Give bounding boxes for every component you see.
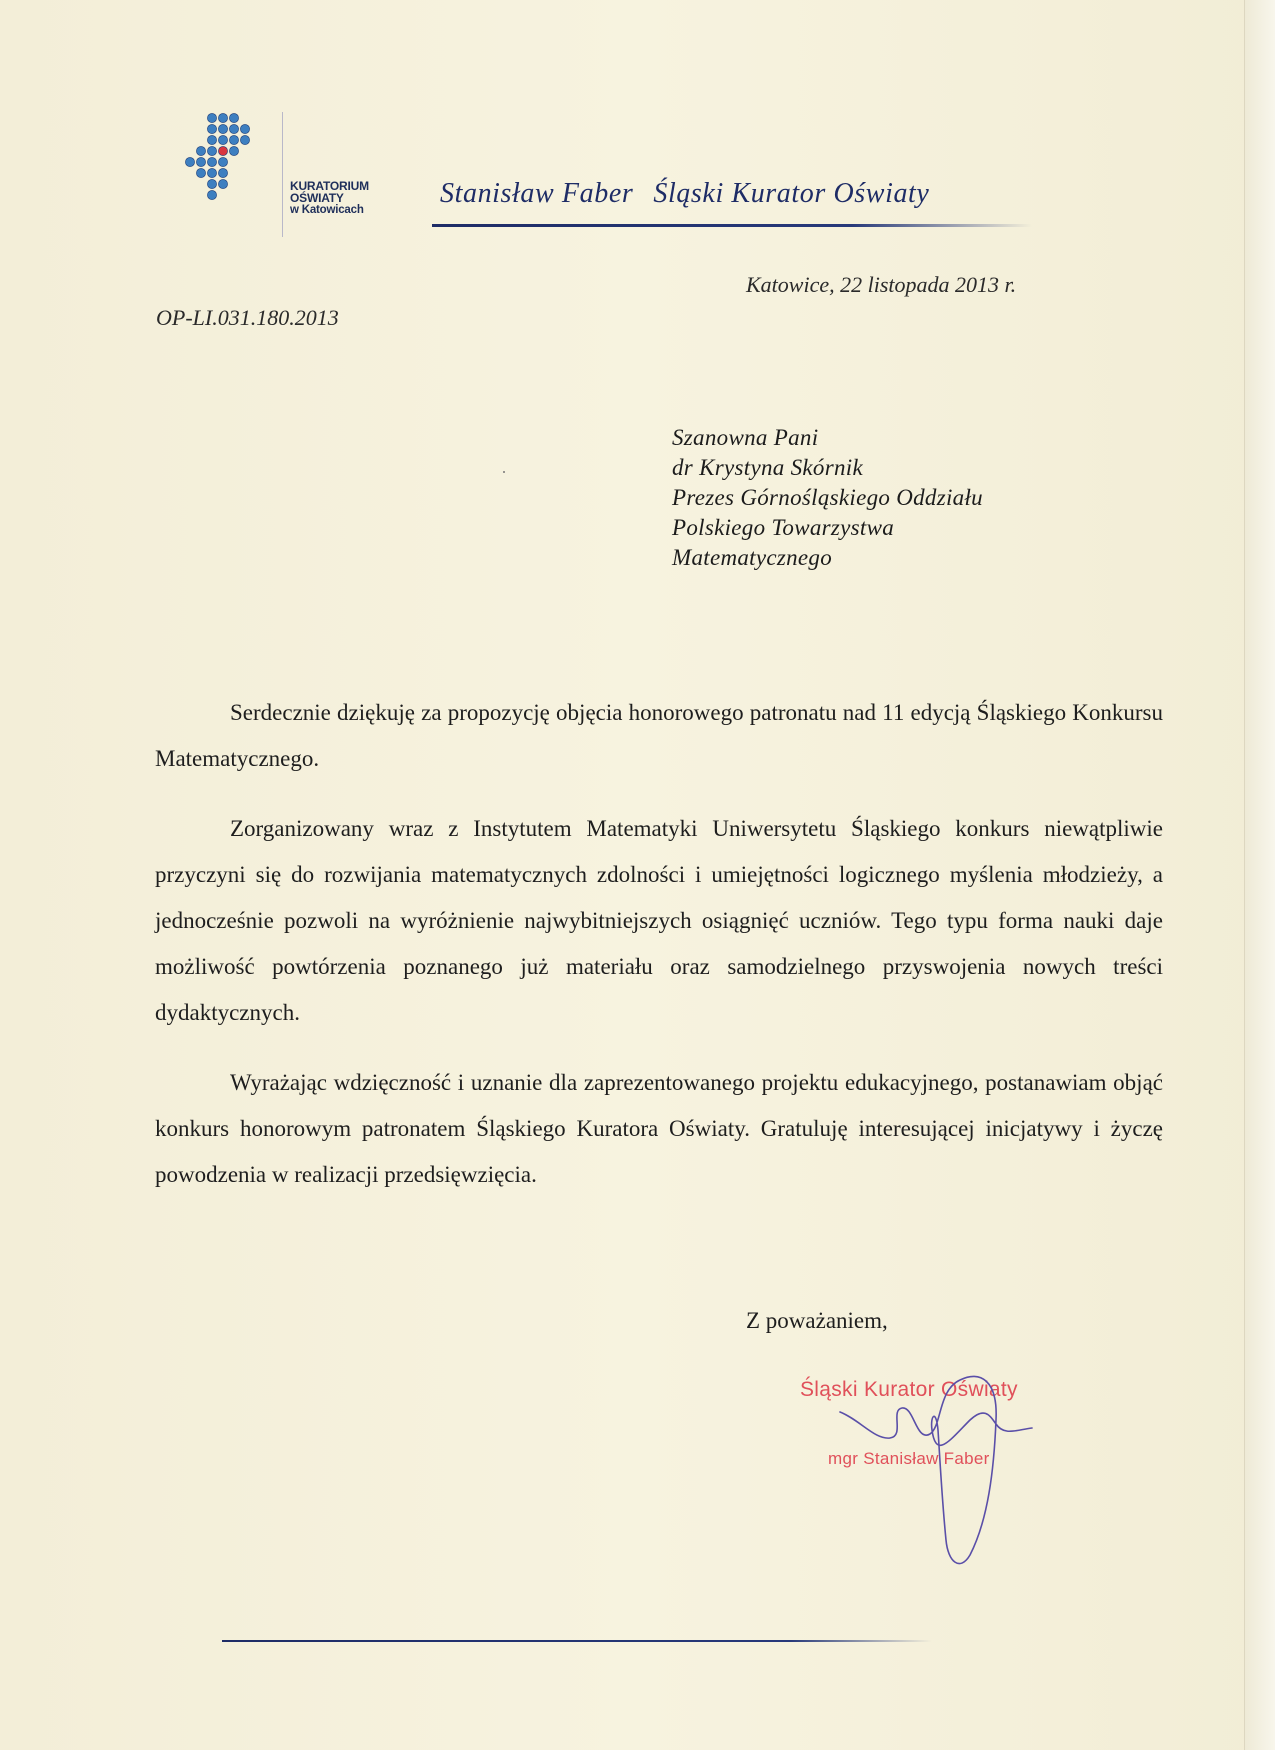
logo-line: OŚWIATY xyxy=(290,191,344,205)
header-rule xyxy=(432,224,1032,227)
letterhead-name xyxy=(440,178,1040,210)
kuratorium-logo xyxy=(182,112,392,237)
handwritten-signature xyxy=(820,1350,1060,1590)
sender-name: Stanisław Faber xyxy=(440,178,634,209)
addressee-line: Szanowna Pani xyxy=(672,425,819,450)
body-paragraph: Serdecznie dziękuję za propozycję objęcia honorowego patronatu nad 11 edycją Śląskiego Konkursu Matematycznego. xyxy=(155,700,1163,771)
reference-number: OP-LI.031.180.2013 xyxy=(156,305,339,330)
paper-speck xyxy=(503,471,505,473)
body-paragraph: Wyrażając wdzięczność i uznanie dla zaprezentowanego projektu edukacyjnego, postanawiam objąć konkurs honorowym patronatem Śląskiego Kuratora Oświaty. Gratuluję interesującej inicjatywy i życzę powodzenia w realizacji przedsięwzięcia. xyxy=(155,1070,1163,1187)
logo-dots-icon xyxy=(182,112,292,237)
addressee-line: Matematycznego xyxy=(672,545,833,570)
stamp-name: mgr Stanisław Faber xyxy=(828,1449,990,1468)
stamp-title: Śląski Kurator Oświaty xyxy=(800,1378,1018,1401)
addressee-line: Polskiego Towarzystwa xyxy=(672,515,895,540)
body-paragraph: Zorganizowany wraz z Instytutem Matematyki Uniwersytetu Śląskiego konkurs niewątpliwie przyczyni się do rozwijania matematycznych zdolności i umiejętności logicznego myślenia młodzieży, a jednocześnie pozwoli na wyróżnienie najwybitniejszych osiągnięć uczniów. Tego typu forma nauki daje możliwość powtórzenia poznanego już materiału oraz samodzielnego przyswojenia nowych treści dydaktycznych. xyxy=(155,816,1163,1025)
addressee-block xyxy=(672,423,983,573)
logo-text xyxy=(290,180,369,216)
closing-salutation: Z poważaniem, xyxy=(746,1308,888,1333)
logo-line: w Katowicach xyxy=(290,204,364,216)
addressee-line: dr Krystyna Skórnik xyxy=(672,455,863,480)
sender-title: Śląski Kurator Oświaty xyxy=(653,178,930,209)
addressee-line: Prezes Górnośląskiego Oddziału xyxy=(672,485,983,510)
letter-body xyxy=(155,690,1163,1198)
letter-date: Katowice, 22 listopada 2013 r. xyxy=(746,272,1017,297)
logo-divider xyxy=(282,112,283,237)
footer-rule xyxy=(222,1640,932,1642)
paper-edge xyxy=(1244,0,1275,1750)
logo-line: KURATORIUM xyxy=(290,179,369,193)
